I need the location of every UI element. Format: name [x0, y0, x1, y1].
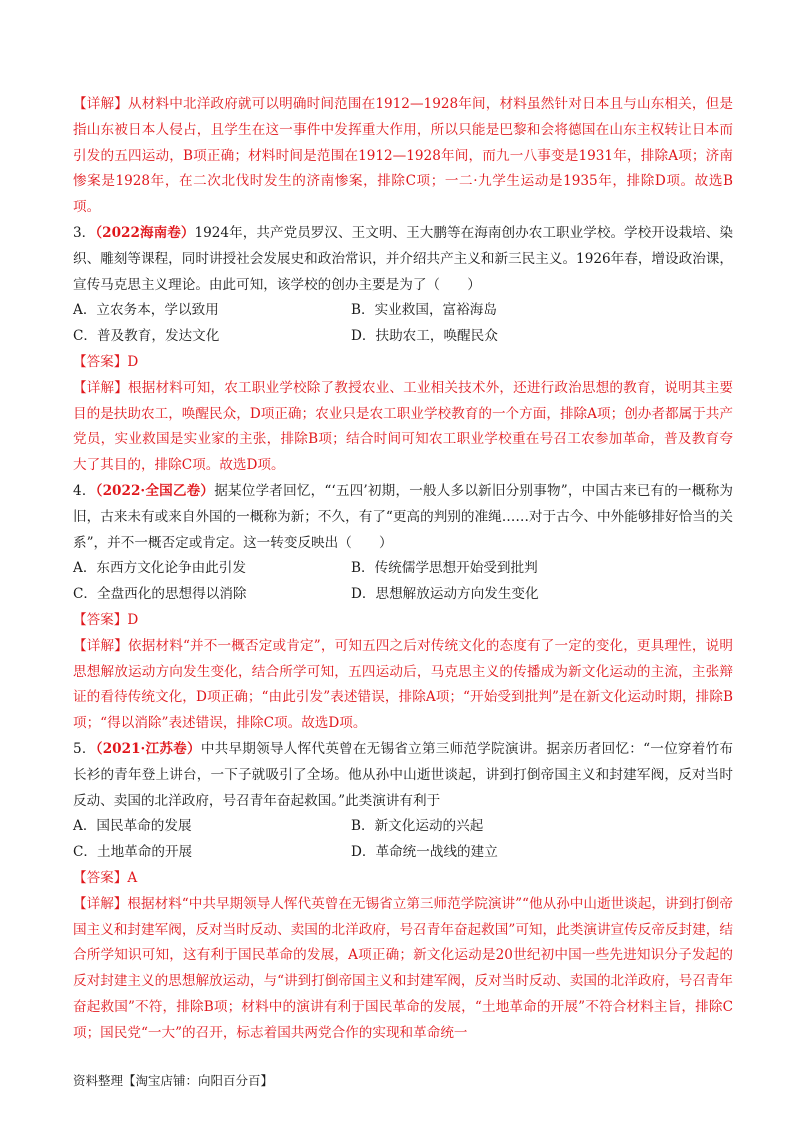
q3-answer: 【答案】D: [73, 353, 139, 370]
q5-answer: 【答案】A: [73, 869, 138, 886]
document-body: [73, 92, 733, 1046]
q4-option-d: D．思想解放运动方向发生变化: [351, 586, 539, 603]
q4-source: （2022·全国乙卷）: [95, 482, 215, 499]
page-footer: 资料整理【淘宝店铺：向阳百分百】: [73, 1073, 274, 1088]
q5-source: （2021·江苏卷）: [95, 740, 201, 757]
q5-stem: 中共早期领导人恽代英曾在无锡省立第三师范学院演讲。据亲历者回忆：“一位穿着竹布长衫的青年登上讲台，一下子就吸引了全场。他从孙中山逝世谈起，讲到打倒帝国主义和封建军阀，反对当时反动、卖国的北洋政府，号召青年奋起救国。”此类演讲有利于: [73, 740, 733, 809]
q3-number: 3．: [73, 224, 96, 241]
q4-options: [73, 556, 733, 608]
q5-option-a: A．国民革命的发展: [73, 818, 192, 835]
q3-source: （2022海南卷）: [95, 224, 195, 241]
q4-analysis: 【详解】依据材料“并不一概否定或肯定”，可知五四之后对传统文化的态度有了一定的变化，更具理性，说明思想解放运动方向发生变化，结合所学可知，五四运动后，马克思主义的传播成为新文化运动的主流，主张辩证的看待传统文化，D项正确；“由此引发”表述错误，排除A项；“开始受到批判”是在新文化运动时期，排除B项；“得以消除”表述错误，排除C项。故选D项。: [73, 637, 733, 732]
q3-analysis: 【详解】根据材料可知，农工职业学校除了教授农业、工业相关技术外，还进行政治思想的教育，说明其主要目的是扶助农工，唤醒民众，D项正确；农业只是农工职业学校教育的一个方面，排除A项；创办者都属于共产党员，实业救国是实业家的主张，排除B项；结合时间可知农工职业学校重在号召工农参加革命，普及教育夸大了其目的，排除C项。故选D项。: [73, 379, 733, 474]
q3-stem: 1924年，共产党员罗汉、王文明、王大鹏等在海南创办农工职业学校。学校开设栽培、染织、雕刻等课程，同时讲授社会发展史和政治常识，并介绍共产主义和新三民主义。1926年春，增设政治课，宣传马克思主义理论。由此可知，该学校的创办主要是为了（ ）: [73, 224, 733, 293]
q4-stem: 据某位学者回忆，“‘五四’初期，一般人多以新旧分别事物”，中国古来已有的一概称为旧，古来未有或来自外国的一概称为新；不久，有了“更高的判别的准绳……对于古今、中外能够排好恰当的关系”，并不一概否定或肯定。这一转变反映出（ ）: [73, 482, 733, 551]
q5-number: 5．: [73, 740, 96, 757]
q4-number: 4．: [73, 482, 96, 499]
q5-option-b: B．新文化运动的兴起: [351, 818, 484, 835]
q3-option-a: A．立农务本，学以致用: [73, 302, 219, 319]
q3-options: [73, 298, 733, 350]
q5-option-c: C．土地革命的开展: [73, 844, 193, 861]
q5-analysis: 【详解】根据材料“中共早期领导人恽代英曾在无锡省立第三师范学院演讲”“他从孙中山逝世谈起，讲到打倒帝国主义和封建军阀，反对当时反动、卖国的北洋政府，号召青年奋起救国”可知，此类演讲宣传反帝反封建，结合所学知识可知，这有利于国民革命的发展，A项正确；新文化运动是20世纪初中国一些先进知识分子发起的反对封建主义的思想解放运动，与“讲到打倒帝国主义和封建军阀，反对当时反动、卖国的北洋政府，号召青年奋起救国”不符，排除B项；材料中的演讲有利于国民革命的发展，“土地革命的开展”不符合材料主旨，排除C项；国民党“一大”的召开，标志着国共两党合作的实现和革命统一: [73, 895, 733, 1041]
question-4: [73, 479, 733, 556]
q5-options: [73, 814, 733, 866]
question-5: [73, 737, 733, 814]
q3-option-b: B．实业救国，富裕海岛: [351, 302, 497, 319]
q3-option-d: D．扶助农工，唤醒民众: [351, 328, 498, 345]
q2-analysis: 【详解】从材料中北洋政府就可以明确时间范围在1912—1928年间，材料虽然针对日本且与山东相关，但是指山东被日本人侵占，且学生在这一事件中发挥重大作用，所以只能是巴黎和会将德国在山东主权转让日本而引发的五四运动，B项正确；材料时间是范围在1912—1928年间，而九一八事变是1931年，排除A项；济南惨案是1928年，在二次北伐时发生的济南惨案，排除C项；一二·九学生运动是1935年，排除D项。故选B项。: [73, 96, 733, 216]
q4-option-c: C．全盘西化的思想得以消除: [73, 586, 247, 603]
q5-option-d: D．革命统一战线的建立: [351, 844, 498, 861]
q4-answer: 【答案】D: [73, 611, 139, 628]
q4-option-a: A．东西方文化论争由此引发: [73, 560, 246, 577]
q4-option-b: B．传统儒学思想开始受到批判: [351, 560, 538, 577]
q3-option-c: C．普及教育，发达文化: [73, 328, 220, 345]
question-3: [73, 221, 733, 298]
